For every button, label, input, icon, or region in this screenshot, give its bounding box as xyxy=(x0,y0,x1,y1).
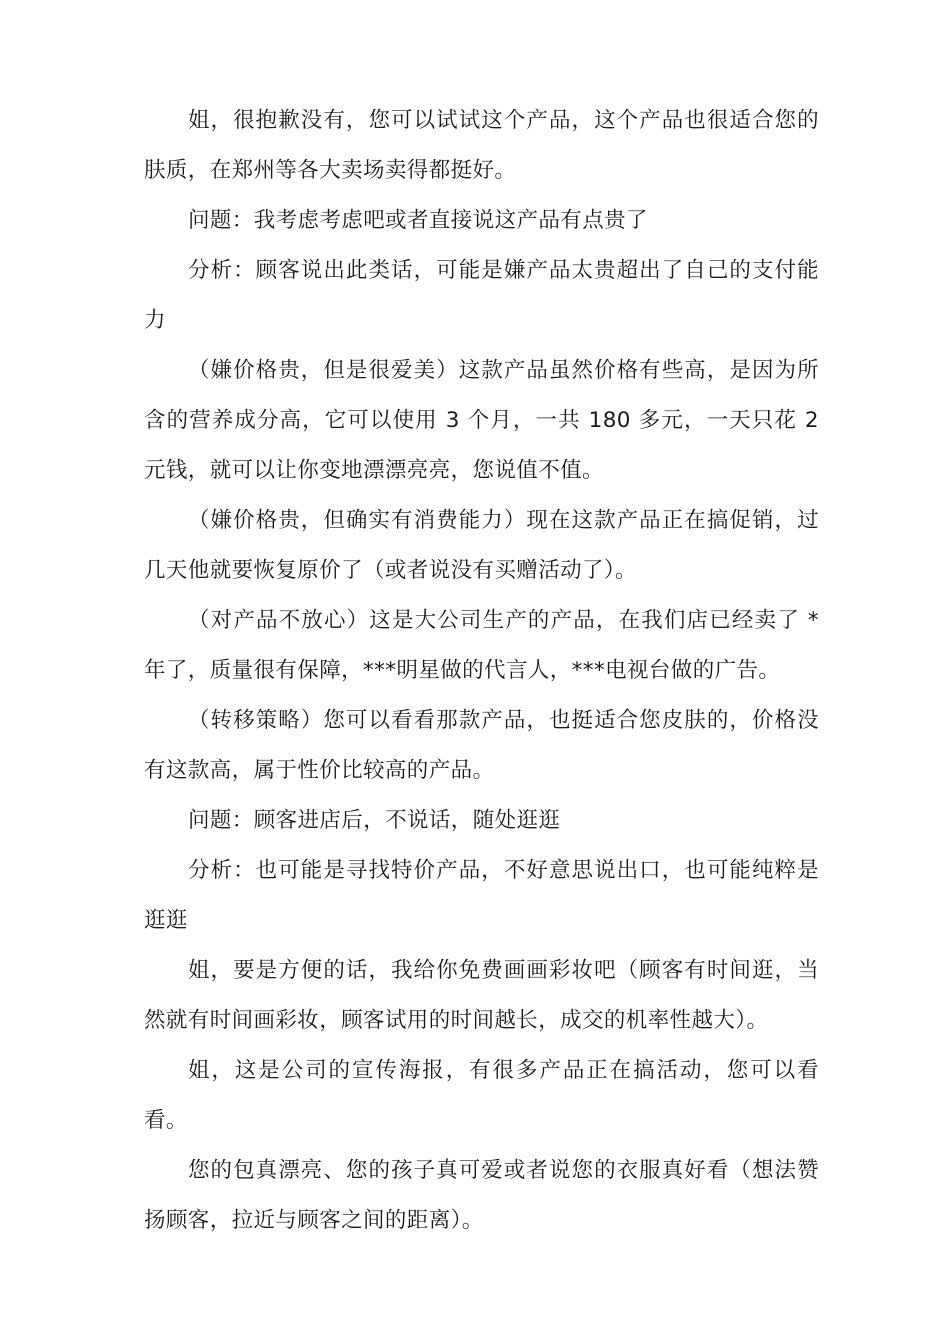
paragraph-free-makeup-offer: 姐，要是方便的话，我给你免费画画彩妆吧（顾客有时间逛，当然就有时间画彩妆，顾客试用的时间越长，成交的机率性越大）。 xyxy=(144,958,819,1033)
paragraph-compliment-reply: 您的包真漂亮、您的孩子真可爱或者说您的衣服真好看（想法赞扬顾客，拉近与顾客之间的距离）。 xyxy=(144,1158,819,1233)
paragraph-price-value-reply: （嫌价格贵，但是很爱美）这款产品虽然价格有些高，是因为所含的营养成分高，它可以使用 3 个月，一共 180 多元，一天只花 2 元钱，就可以让你变地漂漂亮亮，您说值不值。 xyxy=(144,358,819,483)
paragraph-transfer-strategy: （转移策略）您可以看看那款产品，也挺适合您皮肤的，价格没有这款高，属于性价比较高的产品。 xyxy=(144,708,819,783)
document-body xyxy=(144,96,819,1246)
paragraph-question-price: 问题：我考虑考虑吧或者直接说这产品有点贵了 xyxy=(188,208,648,233)
paragraph-analysis-browsing: 分析：也可能是寻找特价产品，不好意思说出口，也可能纯粹是逛逛 xyxy=(144,858,819,933)
paragraph-question-browsing: 问题：顾客进店后，不说话，随处逛逛 xyxy=(188,808,561,833)
paragraph-analysis-price: 分析：顾客说出此类话，可能是嫌产品太贵超出了自己的支付能力 xyxy=(144,258,819,333)
paragraph-apology-suggest-product: 姐，很抱歉没有，您可以试试这个产品，这个产品也很适合您的肤质，在郑州等各大卖场卖得都挺好。 xyxy=(144,108,819,183)
paragraph-poster-reply: 姐，这是公司的宣传海报，有很多产品正在搞活动，您可以看看。 xyxy=(144,1058,819,1133)
paragraph-promotion-reply: （嫌价格贵，但确实有消费能力）现在这款产品正在搞促销，过几天他就要恢复原价了（或者说没有买赠活动了）。 xyxy=(144,508,819,583)
paragraph-trust-reply: （对产品不放心）这是大公司生产的产品，在我们店已经卖了 * 年了，质量很有保障，***明星做的代言人，***电视台做的广告。 xyxy=(144,608,819,683)
